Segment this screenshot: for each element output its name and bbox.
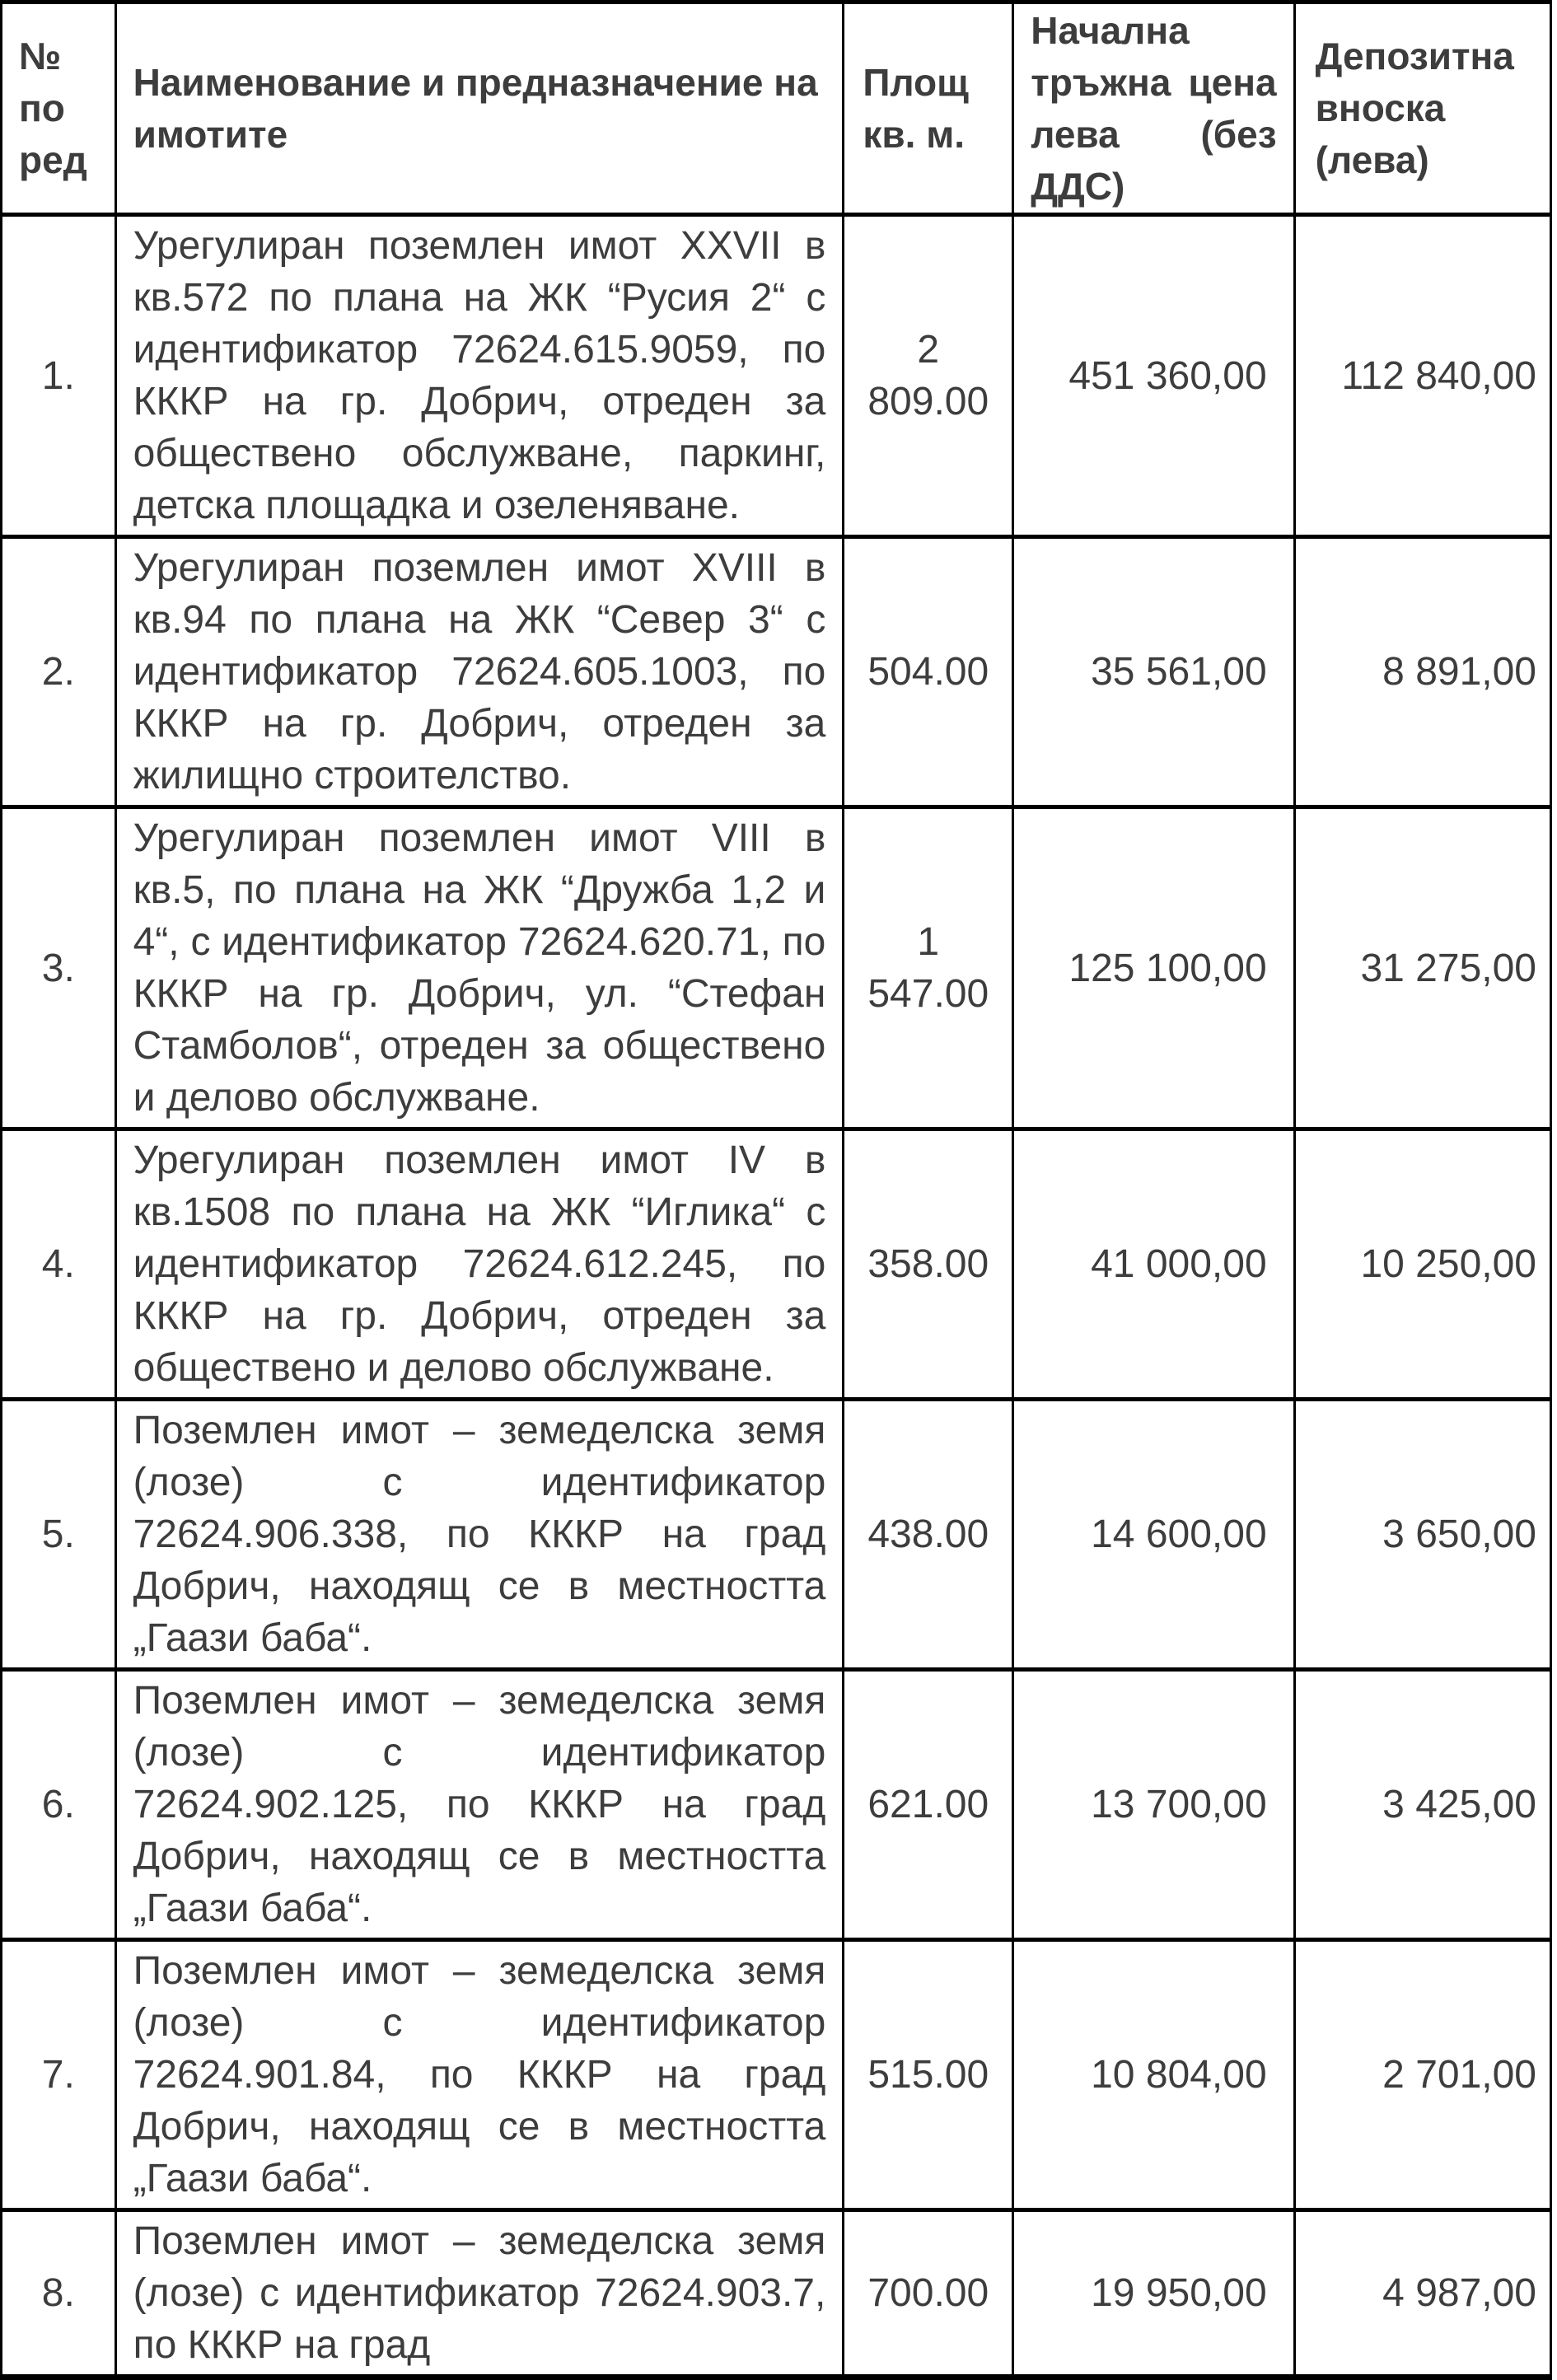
starting-price-cell: 19 950,00 — [1013, 2210, 1294, 2378]
row-number-cell: 2. — [2, 537, 116, 807]
table-row — [2, 2210, 1551, 2378]
header-cell-row-number: № по ред — [2, 2, 116, 215]
table-row — [2, 1670, 1551, 1940]
header-cell-deposit: Депозитна вноска (лева) — [1294, 2, 1550, 215]
header-cell-area: Площ кв. м. — [844, 2, 1013, 215]
starting-price-cell: 14 600,00 — [1013, 1400, 1294, 1670]
area-cell: 504.00 — [844, 537, 1013, 807]
description-cell: Урегулиран поземлен имот IV в кв.1508 по плана на ЖК “Иглика“ с идентификатор 72624.612.245, по КККР на гр. Добрич, отреден за обществено и делово обслужване. — [115, 1129, 844, 1400]
starting-price-cell: 451 360,00 — [1013, 215, 1294, 537]
deposit-cell: 112 840,00 — [1294, 215, 1550, 537]
table-row — [2, 1400, 1551, 1670]
table-header-row — [2, 2, 1551, 215]
deposit-cell: 2 701,00 — [1294, 1940, 1550, 2210]
table-row — [2, 1129, 1551, 1400]
starting-price-cell: 125 100,00 — [1013, 807, 1294, 1129]
table-row — [2, 537, 1551, 807]
deposit-cell: 10 250,00 — [1294, 1129, 1550, 1400]
description-cell: Урегулиран поземлен имот XXVII в кв.572 по плана на ЖК “Русия 2“ с идентификатор 72624.615.9059, по КККР на гр. Добрич, отреден за обществено обслужване, паркинг, детска площадка и озеленяване. — [115, 215, 844, 537]
description-cell: Урегулиран поземлен имот VIII в кв.5, по плана на ЖК “Дружба 1,2 и 4“, с идентификатор 72624.620.71, по КККР на гр. Добрич, ул. “Стефан Стамболов“, отреден за обществено и делово обслужване. — [115, 807, 844, 1129]
description-cell: Поземлен имот – земеделска земя (лозе) с идентификатор 72624.906.338, по КККР на град Добрич, находящ се в местността „Гаази баба“. — [115, 1400, 844, 1670]
starting-price-cell: 13 700,00 — [1013, 1670, 1294, 1940]
row-number-cell: 6. — [2, 1670, 116, 1940]
header-cell-description: Наименование и предназначение на имотите — [115, 2, 844, 215]
area-cell: 515.00 — [844, 1940, 1013, 2210]
row-number-cell: 5. — [2, 1400, 116, 1670]
deposit-cell: 4 987,00 — [1294, 2210, 1550, 2378]
table-row — [2, 1940, 1551, 2210]
table-row — [2, 215, 1551, 537]
row-number-cell: 8. — [2, 2210, 116, 2378]
area-cell: 621.00 — [844, 1670, 1013, 1940]
deposit-cell: 3 425,00 — [1294, 1670, 1550, 1940]
area-cell: 438.00 — [844, 1400, 1013, 1670]
description-cell: Урегулиран поземлен имот XVIII в кв.94 по плана на ЖК “Север 3“ с идентификатор 72624.605.1003, по КККР на гр. Добрич, отреден за жилищно строителство. — [115, 537, 844, 807]
starting-price-cell: 10 804,00 — [1013, 1940, 1294, 2210]
description-cell: Поземлен имот – земеделска земя (лозе) с идентификатор 72624.901.84, по КККР на град Добрич, находящ се в местността „Гаази баба“. — [115, 1940, 844, 2210]
table-row — [2, 807, 1551, 1129]
area-cell: 700.00 — [844, 2210, 1013, 2378]
description-cell: Поземлен имот – земеделска земя (лозе) с идентификатор 72624.903.7, по КККР на град — [115, 2210, 844, 2378]
area-cell: 358.00 — [844, 1129, 1013, 1400]
area-cell: 1 547.00 — [844, 807, 1013, 1129]
deposit-cell: 8 891,00 — [1294, 537, 1550, 807]
row-number-cell: 1. — [2, 215, 116, 537]
description-cell: Поземлен имот – земеделска земя (лозе) с идентификатор 72624.902.125, по КККР на град Добрич, находящ се в местността „Гаази баба“. — [115, 1670, 844, 1940]
deposit-cell: 3 650,00 — [1294, 1400, 1550, 1670]
header-cell-starting-price: Начална тръжна цена лева (без ДДС) — [1013, 2, 1294, 215]
row-number-cell: 7. — [2, 1940, 116, 2210]
row-number-cell: 4. — [2, 1129, 116, 1400]
starting-price-cell: 41 000,00 — [1013, 1129, 1294, 1400]
area-cell: 2 809.00 — [844, 215, 1013, 537]
starting-price-cell: 35 561,00 — [1013, 537, 1294, 807]
deposit-cell: 31 275,00 — [1294, 807, 1550, 1129]
row-number-cell: 3. — [2, 807, 116, 1129]
